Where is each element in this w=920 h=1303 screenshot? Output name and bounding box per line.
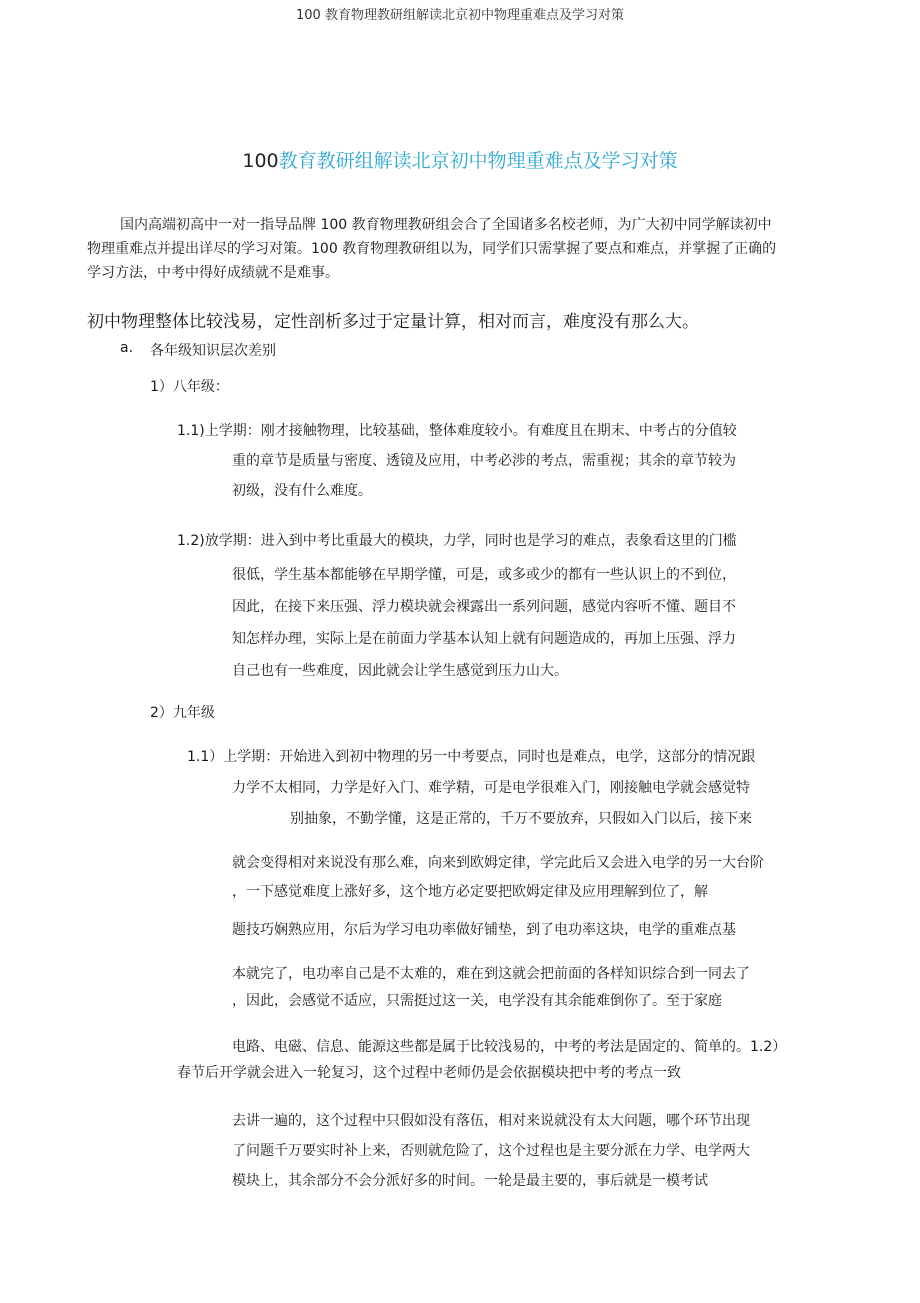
grade8-part1-line: 1.1)上学期：刚才接触物理，比较基础，整体难度较小。有难度且在期末、中考占的分值较 — [177, 423, 737, 439]
list-marker-a: a. — [120, 340, 134, 356]
grade8-label: 1）八年级： — [150, 379, 229, 395]
section-heading: 初中物理整体比较浅易，定性剖析多过于定量计算，相对而言，难度没有那么大。 — [87, 312, 699, 332]
grade8-part2-line: 因此，在接下来压强、浮力模块就会裸露出一系列问题，感觉内容听不懂、题目不 — [232, 599, 736, 615]
grade9-line: 就会变得相对来说没有那么难，向来到欧姆定律，学完此后又会进入电学的另一大台阶 — [232, 855, 764, 871]
grade8-part1-line: 初级，没有什么难度。 — [232, 483, 372, 499]
grade9-label: 2）九年级 — [150, 705, 215, 721]
grade9-line: 春节后开学就会进入一轮复习，这个过程中老师仍是会依据模块把中考的考点一致 — [177, 1065, 681, 1081]
grade9-line: ，因此，会感觉不适应，只需挺过这一关，电学没有其余能难倒你了。至于家庭 — [232, 993, 722, 1009]
page-header: 100 教育物理教研组解读北京初中物理重难点及学习对策 — [296, 8, 624, 23]
intro-line: 国内高端初高中一对一指导品牌 100 教育物理教研组会合了全国诸多名校老师，为广大初中同学解读初中 — [120, 217, 772, 233]
grade8-part2-line: 1.2)放学期：进入到中考比重最大的模块，力学，同时也是学习的难点，表象看这里的门槛 — [177, 533, 737, 549]
page-title — [0, 146, 920, 173]
grade9-line: 模块上，其余部分不会分派好多的时间。一轮是最主要的，事后就是一模考试 — [232, 1173, 708, 1189]
intro-line: 学习方法，中考中得好成绩就不是难事。 — [87, 265, 339, 281]
grade9-line: ，一下感觉难度上涨好多，这个地方必定要把欧姆定律及应用理解到位了，解 — [232, 884, 708, 900]
title-prefix: 100 — [242, 150, 279, 172]
grade9-line: 力学不太相同，力学是好入门、难学精，可是电学很难入门，刚接触电学就会感觉特 — [232, 780, 750, 796]
grade9-line: 别抽象，不勤学懂，这是正常的，千万不要放弃，只假如入门以后，接下来 — [290, 811, 752, 827]
grade8-part2-line: 自己也有一些难度，因此就会让学生感觉到压力山大。 — [232, 663, 568, 679]
intro-line: 物理重难点并提出详尽的学习对策。100 教育物理教研组以为，同学们只需掌握了要点和难点，并掌握了正确的 — [87, 241, 777, 257]
grade9-line: 去讲一遍的，这个过程中只假如没有落伍，相对来说就没有太大问题，哪个环节出现 — [232, 1113, 750, 1129]
grade8-part2-line: 知怎样办理，实际上是在前面力学基本认知上就有问题造成的，再加上压强、浮力 — [232, 631, 736, 647]
grade9-line: 题技巧娴熟应用，尔后为学习电功率做好铺垫，到了电功率这块，电学的重难点基 — [232, 922, 736, 938]
grade9-line: 了问题千万要实时补上来，否则就危险了，这个过程也是主要分派在力学、电学两大 — [232, 1143, 750, 1159]
list-item-a-label: 各年级知识层次差别 — [150, 343, 276, 359]
grade9-line: 电路、电磁、信息、能源这些都是属于比较浅易的，中考的考法是固定的、简单的。1.2） — [232, 1039, 787, 1055]
grade8-part1-line: 重的章节是质量与密度、透镜及应用，中考必涉的考点，需重视；其余的章节较为 — [232, 453, 736, 469]
title-main: 教育教研组解读北京初中物理重难点及学习对策 — [278, 150, 678, 172]
grade9-line: 本就完了，电功率自己是不太难的，难在到这就会把前面的各样知识综合到一同去了 — [232, 966, 750, 982]
grade8-part2-line: 很低，学生基本都能够在早期学懂，可是，或多或少的都有一些认识上的不到位， — [232, 567, 736, 583]
grade9-line: 1.1）上学期：开始进入到初中物理的另一中考要点，同时也是难点，电学，这部分的情况跟 — [187, 749, 756, 765]
